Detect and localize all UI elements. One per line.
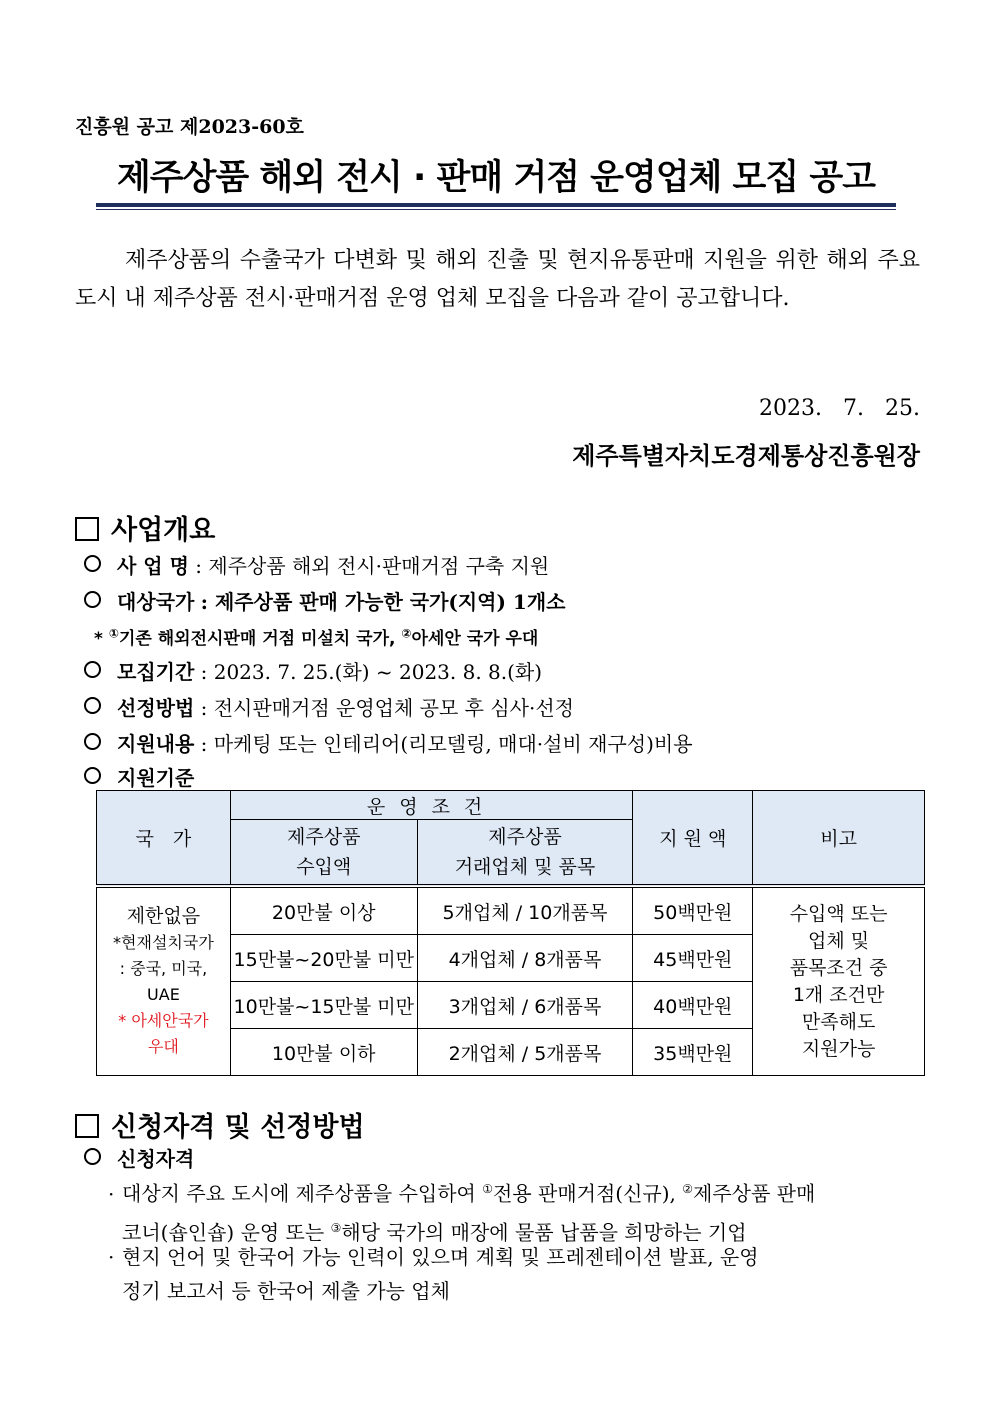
table-row — [97, 886, 925, 935]
b1-text-e: 해당 국가의 매장에 물품 납품을 희망하는 기업 — [341, 1220, 747, 1245]
country-l4: UAE — [147, 985, 180, 1004]
remark-l6: 지원가능 — [801, 1037, 876, 1060]
eligibility-subtitle: 신청자격 — [117, 1147, 195, 1171]
mark-1: ① — [108, 626, 119, 641]
amount-cell: 40백만원 — [633, 982, 753, 1029]
note-1: 기존 해외전시판매 거점 미설치 국가, — [118, 629, 402, 649]
vendor-cell: 3개업체 / 6개품목 — [417, 982, 633, 1029]
section-overview-heading — [75, 508, 215, 547]
b2-continuation: 정기 보고서 등 한국어 제출 가능 업체 — [122, 1279, 450, 1303]
circle-bullet-icon — [84, 555, 101, 572]
b1-text-d: 코너(숍인숍) 운영 또는 — [122, 1220, 331, 1245]
checkbox-square-icon — [75, 1114, 99, 1138]
bullet-dot: · — [108, 1181, 115, 1206]
issuer-name: 제주특별자치도경제통상진흥원장 — [572, 441, 920, 470]
country-preference-note — [94, 624, 538, 649]
eligibility-subheading — [84, 1143, 194, 1172]
country-l6: 우대 — [147, 1037, 179, 1056]
item-label: 사 업 명 — [117, 554, 189, 578]
remark-cell — [753, 886, 925, 1076]
title-underline-thin — [96, 209, 896, 210]
header-import — [230, 820, 417, 887]
header-conditions: 운영조건 — [230, 791, 633, 820]
eligibility-bullet-1 — [108, 1172, 920, 1249]
overview-item-selection — [84, 692, 574, 721]
header-country: 국 가 — [97, 791, 231, 887]
overview-item-country — [84, 586, 565, 615]
remark-l3: 품목조건 중 — [789, 956, 888, 979]
intro-text: 제주상품의 수출국가 다변화 및 해외 진출 및 현지유통판매 지원을 위한 해외 주요 도시 내 제주상품 전시·판매거점 운영 업체 모집을 다음과 같이 공고합니다. — [75, 248, 920, 311]
note-prefix: * — [94, 629, 109, 649]
page-title: 제주상품 해외 전시 · 판매 거점 운영업체 모집 공고 — [117, 158, 875, 198]
import-cell: 20만불 이상 — [230, 886, 417, 935]
item-label: 지원기준 — [117, 766, 195, 790]
circle-bullet-icon — [84, 767, 101, 784]
circle-bullet-icon — [84, 697, 101, 714]
item-label: 지원내용 — [117, 732, 195, 756]
section-overview-title: 사업개요 — [111, 515, 216, 546]
overview-item-support — [84, 728, 693, 757]
circle-bullet-icon — [84, 591, 101, 608]
bullet-dot: · — [108, 1245, 115, 1269]
item-label: 모집기간 — [117, 660, 195, 684]
header-import-l2: 수입액 — [296, 856, 352, 878]
circle-bullet-icon — [84, 733, 101, 750]
country-cell — [97, 886, 231, 1076]
title-underline — [96, 203, 896, 207]
vendor-cell: 5개업체 / 10개품목 — [417, 886, 633, 935]
b2-text-a: 현지 언어 및 한국어 가능 인력이 있으며 계획 및 프레젠테이션 발표, 운영 — [122, 1245, 759, 1269]
remark-l2: 업체 및 — [808, 929, 870, 952]
header-amount: 지 원 액 — [633, 791, 753, 887]
b1-text-c: 제주상품 판매 — [693, 1181, 816, 1206]
amount-cell: 45백만원 — [633, 935, 753, 982]
circle-bullet-icon — [84, 1148, 101, 1165]
country-l5: * 아세안국가 — [118, 1011, 209, 1030]
amount-cell: 35백만원 — [633, 1029, 753, 1076]
section-eligibility-heading — [75, 1105, 365, 1144]
remark-l4: 1개 조건만 — [792, 983, 885, 1006]
import-cell: 10만불~15만불 미만 — [230, 982, 417, 1029]
b1-text-b: 전용 판매거점(신규), — [493, 1181, 683, 1206]
circle-bullet-icon — [84, 661, 101, 678]
section-eligibility-title: 신청자격 및 선정방법 — [111, 1112, 365, 1143]
vendor-cell: 2개업체 / 5개품목 — [417, 1029, 633, 1076]
checkbox-square-icon — [75, 517, 99, 541]
amount-cell: 50백만원 — [633, 886, 753, 935]
remark-l1: 수입액 또는 — [789, 902, 888, 925]
b1-mark-2: ② — [682, 1182, 694, 1196]
item-value: : 마케팅 또는 인테리어(리모델링, 매대·설비 재구성)비용 — [200, 732, 693, 756]
item-value: : 제주상품 해외 전시·판매거점 구축 지원 — [195, 554, 550, 578]
item-value: : 전시판매거점 운영업체 공모 후 심사·선정 — [200, 696, 574, 720]
support-criteria-table — [96, 790, 925, 1076]
item-value: : 제주상품 판매 가능한 국가(지역) 1개소 — [200, 590, 566, 614]
country-l3: : 중국, 미국, — [119, 959, 208, 978]
header-vendor-l1: 제주상품 — [488, 826, 562, 848]
overview-item-name — [84, 550, 549, 579]
country-l1: 제한없음 — [126, 905, 201, 927]
header-remark: 비고 — [753, 791, 925, 887]
remark-l5: 만족해도 — [801, 1010, 876, 1033]
vendor-cell: 4개업체 / 8개품목 — [417, 935, 633, 982]
import-cell: 10만불 이하 — [230, 1029, 417, 1076]
header-vendor-l2: 거래업체 및 품목 — [454, 856, 596, 878]
notice-number: 진흥원 공고 제2023-60호 — [75, 116, 304, 138]
b1-text-a: 대상지 주요 도시에 제주상품을 수입하여 — [122, 1181, 483, 1206]
eligibility-bullet-2 — [108, 1240, 920, 1308]
b1-mark-1: ① — [482, 1182, 493, 1196]
note-2: 아세안 국가 우대 — [411, 629, 539, 649]
header-import-l1: 제주상품 — [287, 826, 361, 848]
intro-paragraph — [75, 242, 920, 318]
overview-item-criteria — [84, 762, 194, 791]
country-l2: *현재설치국가 — [113, 933, 214, 952]
mark-2: ② — [401, 626, 412, 641]
item-label: 선정방법 — [117, 696, 195, 720]
overview-item-period — [84, 656, 542, 685]
header-vendor — [417, 820, 633, 887]
import-cell: 15만불~20만불 미만 — [230, 935, 417, 982]
item-value: : 2023. 7. 25.(화) ~ 2023. 8. 8.(화) — [200, 660, 543, 684]
b1-mark-3: ③ — [330, 1220, 342, 1235]
announcement-date: 2023. 7. 25. — [759, 396, 920, 421]
item-label: 대상국가 — [117, 590, 195, 614]
